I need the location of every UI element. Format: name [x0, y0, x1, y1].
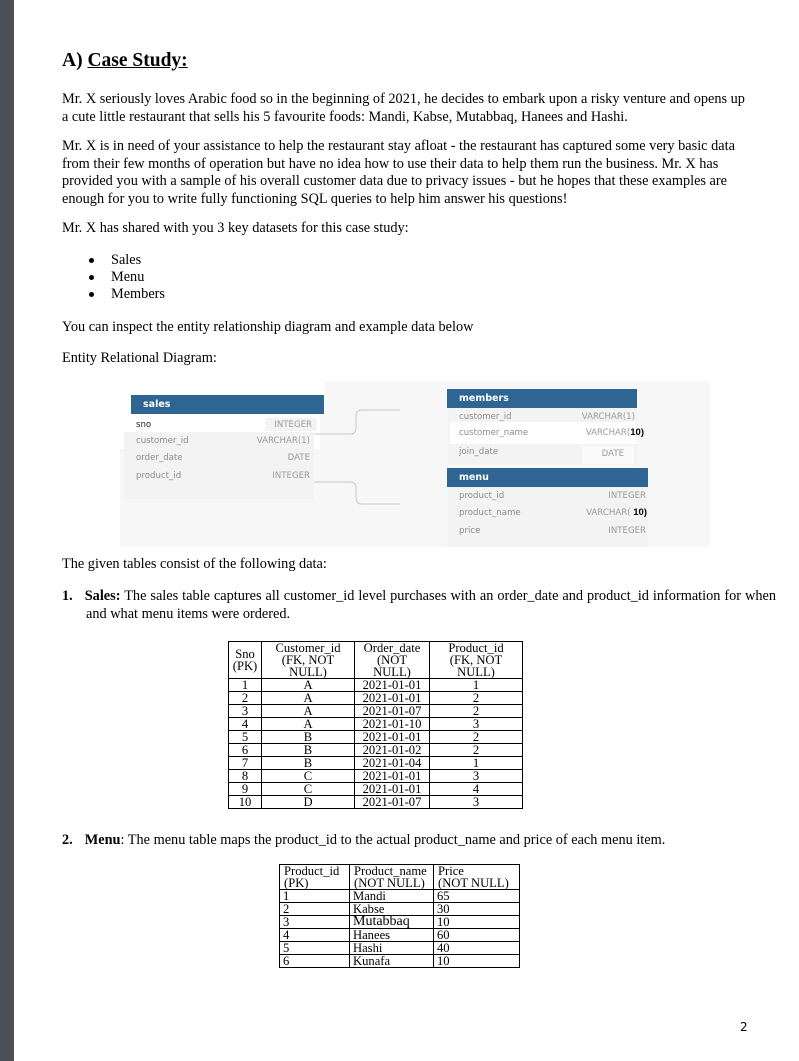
table-row: 6 Kunafa 10	[280, 955, 520, 968]
erd-field-name: order_date	[136, 453, 183, 463]
menu-table	[279, 864, 520, 968]
erd-label: Entity Relational Diagram:	[62, 350, 217, 366]
table-row: 8 C 2021-01-01 3	[229, 770, 523, 783]
table-row: 5 B 2021-01-01 2	[229, 731, 523, 744]
er-diagram	[120, 381, 710, 547]
erd-field-name: product_id	[459, 491, 505, 501]
erd-field-type: INTEGER	[608, 526, 646, 536]
erd-field-name: customer_id	[459, 412, 512, 422]
bullet-icon	[89, 258, 94, 263]
erd-field-type: DATE	[287, 453, 310, 463]
document-page	[14, 0, 799, 1061]
table-row: 3 Mutabbaq 10	[280, 916, 520, 929]
sales-description: 1. Sales: The sales table captures all customer_id level purchases with an order_date and product_id information for when and what menu items were ordered.	[62, 588, 776, 622]
column-header: Price (NOT NULL)	[434, 865, 520, 890]
erd-field-type: VARCHAR(1)	[256, 436, 310, 446]
erd-field-type: INTEGER	[274, 420, 312, 430]
erd-field-type: INTEGER	[272, 471, 310, 481]
section-title: Case Study:	[87, 50, 188, 71]
table-row: 7 B 2021-01-04 1	[229, 757, 523, 770]
inspect-paragraph: You can inspect the entity relationship diagram and example data below	[62, 319, 474, 335]
shared-paragraph: Mr. X has shared with you 3 key datasets for this case study:	[62, 220, 409, 236]
erd-field-name: product_name	[459, 508, 521, 518]
viewer-left-margin	[0, 0, 14, 1061]
table-row: 2 A 2021-01-01 2	[229, 692, 523, 705]
column-header: Customer_id (FK, NOT NULL)	[262, 642, 355, 679]
column-header: Product_id (PK)	[280, 865, 350, 890]
bullet-icon	[89, 275, 94, 280]
erd-sales-header: sales	[131, 395, 324, 414]
table-row: 4 Hanees 60	[280, 929, 520, 942]
page-number: 2	[740, 1020, 748, 1034]
table-row: 6 B 2021-01-02 2	[229, 744, 523, 757]
erd-field-name: join_date	[459, 447, 499, 457]
section-prefix: A)	[62, 50, 88, 71]
erd-field-type: DATE	[601, 449, 624, 459]
table-header-row	[280, 865, 520, 890]
table-row: 2 Kabse 30	[280, 903, 520, 916]
erd-field-type: VARCHAR(10)	[585, 427, 644, 438]
erd-field-type: INTEGER	[608, 491, 646, 501]
bullet-icon	[89, 292, 94, 297]
erd-field-name: customer_name	[459, 428, 529, 438]
given-paragraph: The given tables consist of the following data:	[62, 556, 327, 572]
sales-table	[228, 641, 523, 809]
column-header: Product_id (FK, NOT NULL)	[430, 642, 523, 679]
erd-field-name: price	[459, 526, 481, 536]
column-header: Order_date (NOT NULL)	[355, 642, 430, 679]
list-item: Members	[89, 286, 165, 303]
table-row: 4 A 2021-01-10 3	[229, 718, 523, 731]
erd-members-header: members	[447, 389, 637, 408]
intro-paragraph: Mr. X seriously loves Arabic food so in the beginning of 2021, he decides to embark upon a risky venture and opens up a cute little restaurant that sells his 5 favourite foods: Mandi, Kabse, Mutabbaq, Hanees and Hashi.	[62, 91, 745, 125]
list-item: Sales	[89, 252, 165, 269]
menu-description: 2. Menu: The menu table maps the product_id to the actual product_name and price of each menu item.	[62, 832, 666, 848]
erd-field-type: VARCHAR( 10)	[586, 507, 647, 518]
table-row: 10 D 2021-01-07 3	[229, 796, 523, 809]
column-header: Product_name (NOT NULL)	[350, 865, 434, 890]
erd-field-type: VARCHAR(1)	[581, 412, 635, 422]
datasets-list	[89, 252, 165, 303]
erd-field-name: product_id	[136, 471, 182, 481]
table-row: 1 A 2021-01-01 1	[229, 679, 523, 692]
table-row: 5 Hashi 40	[280, 942, 520, 955]
column-header: Sno (PK)	[229, 642, 262, 679]
table-header-row	[229, 642, 523, 679]
section-heading	[62, 50, 188, 72]
need-paragraph: Mr. X is in need of your assistance to help the restaurant stay afloat - the restaurant has captured some very basic data from their few months of operation but have no idea how to use their data to help them run the business. Mr. X has provided you with a sample of his overall customer data due to privacy issues - but he hopes that these examples are enough for you to write fully functioning SQL queries to help him answer his questions!	[62, 138, 735, 207]
table-row: 3 A 2021-01-07 2	[229, 705, 523, 718]
erd-menu-header: menu	[447, 468, 648, 487]
list-item: Menu	[89, 269, 165, 286]
table-row: 9 C 2021-01-01 4	[229, 783, 523, 796]
erd-field-name: customer_id	[136, 436, 189, 446]
table-row: 1 Mandi 65	[280, 890, 520, 903]
erd-field-name: sno	[136, 420, 152, 430]
